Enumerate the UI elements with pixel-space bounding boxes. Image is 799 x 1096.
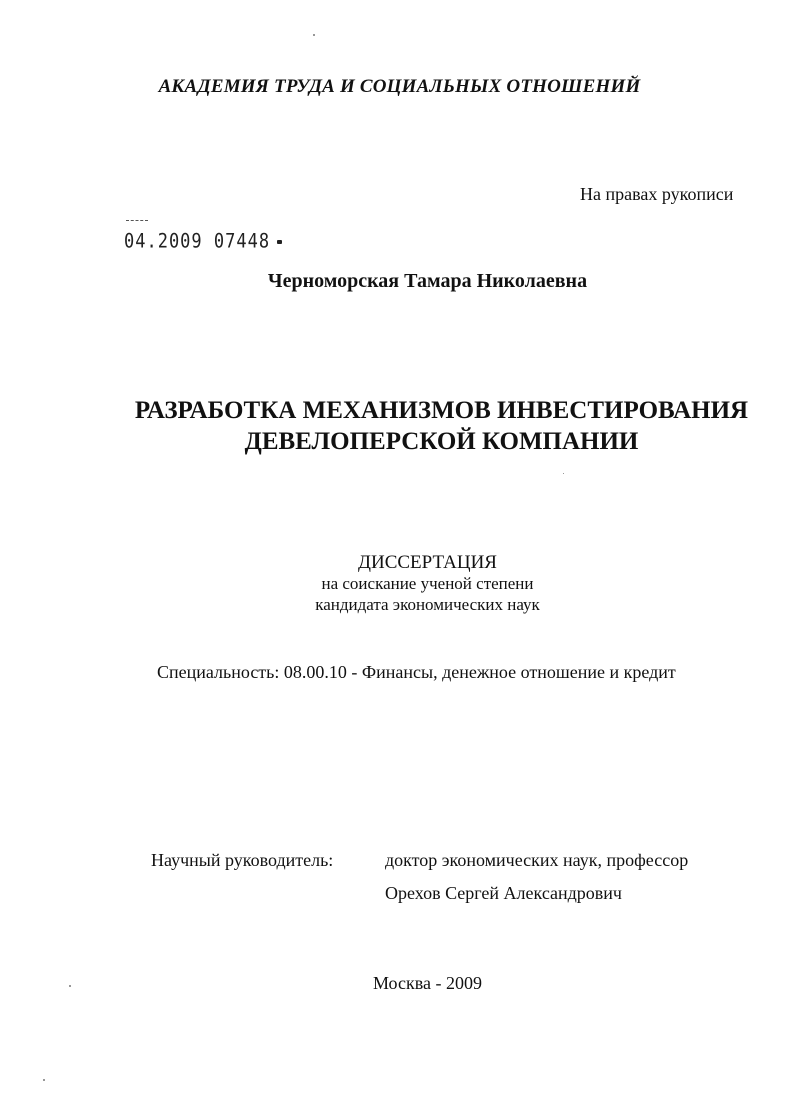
archive-stamp-number: 04.2009 07448 (124, 230, 271, 253)
title-line-2: ДЕВЕЛОПЕРСКОЙ КОМПАНИИ (244, 428, 639, 455)
specialty-line: Специальность: 08.00.10 - Финансы, денежное отношение и кредит (157, 662, 676, 682)
rights-note: На правах рукописи (580, 184, 734, 204)
dissertation-degree: кандидата экономических наук (315, 595, 540, 614)
scan-speck (69, 985, 71, 987)
dissertation-purpose: на соискание ученой степени (321, 574, 534, 593)
scan-speck (313, 34, 315, 36)
scan-speck (43, 1079, 45, 1081)
stamp-mark (126, 220, 148, 223)
dissertation-title (0, 395, 799, 457)
stamp-dot (277, 240, 282, 244)
author-name: Черноморская Тамара Николаевна (267, 270, 588, 292)
advisor-name: Орехов Сергей Александрович (385, 883, 622, 903)
advisor-label: Научный руководитель: (151, 850, 334, 870)
dissertation-info (0, 552, 799, 615)
city-year: Москва - 2009 (373, 973, 482, 993)
title-line-1: РАЗРАБОТКА МЕХАНИЗМОВ ИНВЕСТИРОВАНИЯ (134, 397, 749, 424)
advisor-degree: доктор экономических наук, профессор (385, 850, 689, 870)
scan-speck (563, 473, 564, 474)
institution-heading: АКАДЕМИЯ ТРУДА И СОЦИАЛЬНЫХ ОТНОШЕНИЙ (158, 76, 641, 97)
dissertation-type: ДИССЕРТАЦИЯ (358, 552, 497, 573)
